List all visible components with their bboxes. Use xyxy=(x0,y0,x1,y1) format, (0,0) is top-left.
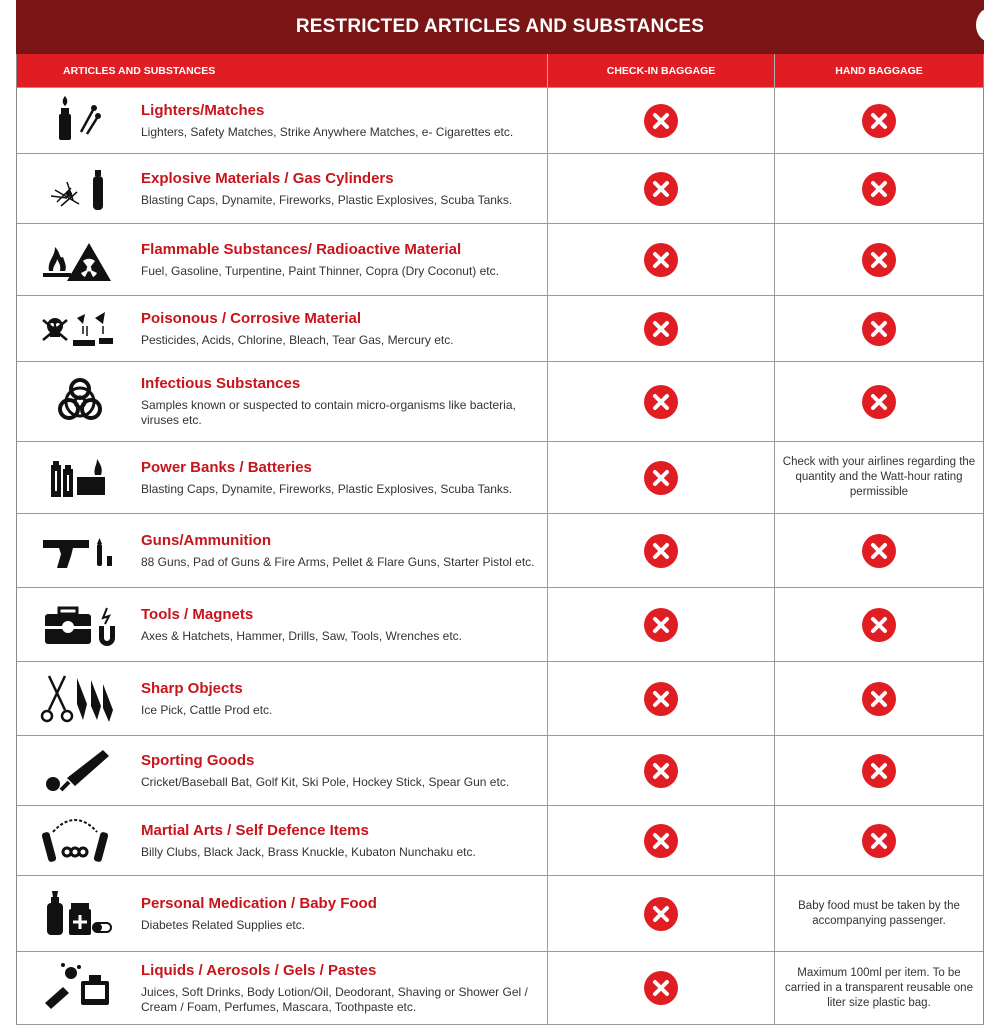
not-allowed-icon xyxy=(862,243,896,277)
article-cell xyxy=(17,514,547,587)
not-allowed-icon xyxy=(644,682,678,716)
table-row xyxy=(17,735,983,805)
article-text xyxy=(141,606,462,644)
article-description: 88 Guns, Pad of Guns & Fire Arms, Pellet & Flare Guns, Starter Pistol etc. xyxy=(141,554,535,569)
checkin-cell xyxy=(547,588,774,661)
article-description: Axes & Hatchets, Hammer, Drills, Saw, Tools, Wrenches etc. xyxy=(141,628,462,643)
article-name: Explosive Materials / Gas Cylinders xyxy=(141,169,394,187)
not-allowed-icon xyxy=(644,971,678,1005)
not-allowed-icon xyxy=(644,534,678,568)
liquids-aerosols-icon xyxy=(37,959,123,1017)
article-description: Blasting Caps, Dynamite, Fireworks, Plastic Explosives, Scuba Tanks. xyxy=(141,481,513,496)
article-text xyxy=(141,241,499,279)
article-cell xyxy=(17,952,547,1024)
table-row xyxy=(17,87,983,153)
checkin-cell xyxy=(547,442,774,513)
article-text xyxy=(141,102,513,140)
article-name: Power Banks / Batteries xyxy=(141,458,312,476)
article-text xyxy=(141,459,512,497)
hand-cell xyxy=(774,952,983,1024)
explosives-gas-cylinder-icon xyxy=(37,160,123,218)
table-body xyxy=(17,87,983,1025)
hand-cell xyxy=(774,88,983,153)
not-allowed-icon xyxy=(644,897,678,931)
header-articles: ARTICLES AND SUBSTANCES xyxy=(63,64,216,77)
not-allowed-icon xyxy=(644,104,678,138)
article-description: Blasting Caps, Dynamite, Fireworks, Plastic Explosives, Scuba Tanks. xyxy=(141,192,513,207)
article-text xyxy=(141,170,512,208)
not-allowed-icon xyxy=(644,243,678,277)
hand-cell xyxy=(774,662,983,735)
table-row xyxy=(17,951,983,1025)
article-description: Juices, Soft Drinks, Body Lotion/Oil, Deodorant, Shaving or Shower Gel / Cream / Foam, Perfumes, Mascara, Toothpaste etc. xyxy=(141,984,528,1014)
table-header xyxy=(17,54,983,87)
not-allowed-icon xyxy=(862,312,896,346)
checkin-cell xyxy=(547,514,774,587)
article-name: Personal Medication / Baby Food xyxy=(141,894,377,912)
article-text xyxy=(141,532,535,570)
table-row xyxy=(17,295,983,361)
lighter-matches-icon xyxy=(37,92,123,150)
restrictions-table xyxy=(16,54,984,1025)
article-description: Lighters, Safety Matches, Strike Anywhere Matches, e- Cigarettes etc. xyxy=(141,124,514,139)
table-row xyxy=(17,805,983,875)
article-cell xyxy=(17,662,547,735)
table-row xyxy=(17,661,983,735)
skull-corrosive-icon xyxy=(37,300,123,358)
article-description: Ice Pick, Cattle Prod etc. xyxy=(141,702,273,717)
flame-radioactive-icon xyxy=(37,231,123,289)
hand-baggage-note: Check with your airlines regarding the quantity and the Watt-hour rating permissible xyxy=(782,456,976,498)
checkin-cell xyxy=(547,736,774,805)
table-row xyxy=(17,361,983,441)
battery-icon xyxy=(37,449,123,507)
header-checkin: CHECK-IN BAGGAGE xyxy=(547,54,774,87)
article-cell xyxy=(17,154,547,223)
article-name: Guns/Ammunition xyxy=(141,531,271,549)
hand-cell xyxy=(774,442,983,513)
cricket-bat-icon xyxy=(37,742,123,800)
not-allowed-icon xyxy=(644,824,678,858)
hand-cell xyxy=(774,224,983,295)
article-cell xyxy=(17,876,547,951)
hand-baggage-note: Maximum 100ml per item. To be carried in a transparent reusable one liter size plastic bag. xyxy=(785,966,973,1009)
scissors-knives-icon xyxy=(37,670,123,728)
article-cell xyxy=(17,88,547,153)
hand-cell xyxy=(774,736,983,805)
article-text xyxy=(141,895,377,933)
hand-baggage-note: Baby food must be taken by the accompanying passenger. xyxy=(798,899,960,927)
article-cell xyxy=(17,224,547,295)
article-name: Tools / Magnets xyxy=(141,605,254,623)
checkin-cell xyxy=(547,88,774,153)
table-row xyxy=(17,587,983,661)
toolbox-magnet-icon xyxy=(37,596,123,654)
gun-ammunition-icon xyxy=(37,522,123,580)
not-allowed-icon xyxy=(644,754,678,788)
article-name: Lighters/Matches xyxy=(141,101,265,119)
checkin-cell xyxy=(547,296,774,361)
hand-cell xyxy=(774,514,983,587)
article-text xyxy=(141,752,509,790)
checkin-cell xyxy=(547,876,774,951)
article-name: Sharp Objects xyxy=(141,679,243,697)
not-allowed-icon xyxy=(862,608,896,642)
article-description: Pesticides, Acids, Chlorine, Bleach, Tear Gas, Mercury etc. xyxy=(141,332,454,347)
article-cell xyxy=(17,588,547,661)
table-row xyxy=(17,153,983,223)
not-allowed-icon xyxy=(862,682,896,716)
medication-baby-food-icon xyxy=(37,885,123,943)
article-name: Poisonous / Corrosive Material xyxy=(141,309,362,327)
article-text xyxy=(141,680,272,718)
not-allowed-icon xyxy=(862,385,896,419)
article-cell xyxy=(17,362,547,441)
article-text xyxy=(141,822,476,860)
article-cell xyxy=(17,806,547,875)
article-cell xyxy=(17,442,547,513)
page-title-bar xyxy=(16,0,984,54)
table-row xyxy=(17,513,983,587)
article-text xyxy=(141,962,547,1015)
checkin-cell xyxy=(547,362,774,441)
hand-cell xyxy=(774,806,983,875)
hand-cell xyxy=(774,588,983,661)
not-allowed-icon xyxy=(644,312,678,346)
checkin-cell xyxy=(547,806,774,875)
corner-circle-icon xyxy=(976,8,999,42)
biohazard-icon xyxy=(37,373,123,431)
article-name: Flammable Substances/ Radioactive Material xyxy=(141,240,462,258)
checkin-cell xyxy=(547,952,774,1024)
hand-cell xyxy=(774,876,983,951)
not-allowed-icon xyxy=(862,754,896,788)
article-name: Infectious Substances xyxy=(141,375,301,392)
article-cell xyxy=(17,736,547,805)
not-allowed-icon xyxy=(644,461,678,495)
not-allowed-icon xyxy=(644,172,678,206)
checkin-cell xyxy=(547,154,774,223)
article-name: Liquids / Aerosols / Gels / Pastes xyxy=(141,961,377,979)
not-allowed-icon xyxy=(644,608,678,642)
checkin-cell xyxy=(547,224,774,295)
page-title: RESTRICTED ARTICLES AND SUBSTANCES xyxy=(295,16,705,37)
table-row xyxy=(17,875,983,951)
article-description: Fuel, Gasoline, Turpentine, Paint Thinner, Copra (Dry Coconut) etc. xyxy=(141,263,499,278)
table-row xyxy=(17,441,983,513)
article-text xyxy=(141,375,547,428)
article-text xyxy=(141,310,454,348)
article-cell xyxy=(17,296,547,361)
table-row xyxy=(17,223,983,295)
hand-cell xyxy=(774,362,983,441)
article-description: Samples known or suspected to contain micro-organisms like bacteria, viruses etc. xyxy=(141,398,516,427)
hand-cell xyxy=(774,154,983,223)
not-allowed-icon xyxy=(862,824,896,858)
article-description: Diabetes Related Supplies etc. xyxy=(141,917,306,932)
article-name: Sporting Goods xyxy=(141,751,255,769)
not-allowed-icon xyxy=(862,172,896,206)
nunchaku-knuckles-icon xyxy=(37,812,123,870)
header-hand: HAND BAGGAGE xyxy=(774,54,983,87)
article-description: Cricket/Baseball Bat, Golf Kit, Ski Pole, Hockey Stick, Spear Gun etc. xyxy=(141,774,510,789)
not-allowed-icon xyxy=(862,104,896,138)
not-allowed-icon xyxy=(862,534,896,568)
not-allowed-icon xyxy=(644,385,678,419)
checkin-cell xyxy=(547,662,774,735)
article-description: Billy Clubs, Black Jack, Brass Knuckle, Kubaton Nunchaku etc. xyxy=(141,844,476,859)
article-name: Martial Arts / Self Defence Items xyxy=(141,821,369,839)
hand-cell xyxy=(774,296,983,361)
